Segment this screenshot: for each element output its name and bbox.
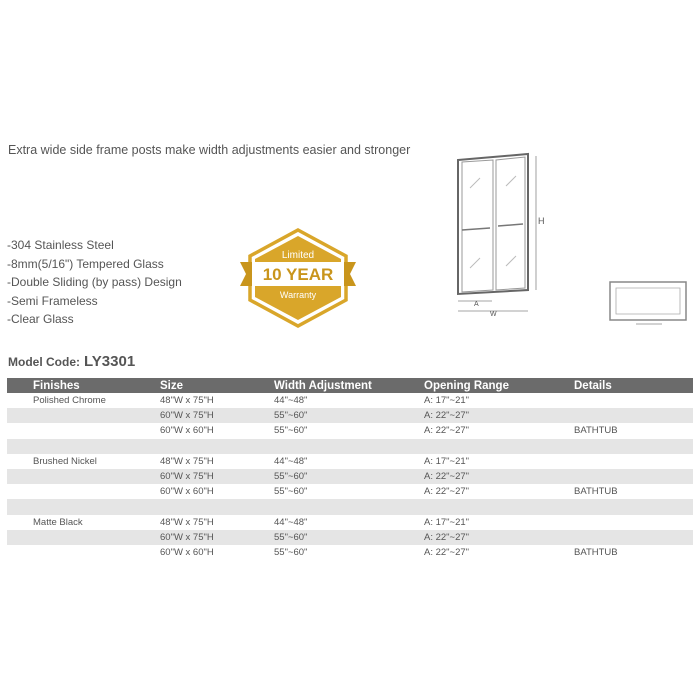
- spec-table: [7, 378, 693, 560]
- a-label: A: [474, 301, 479, 308]
- size-cell: 48"W x 75"H: [160, 516, 214, 528]
- details-cell: BATHTUB: [574, 425, 618, 437]
- opening-cell: A: 22"~27": [424, 486, 470, 498]
- header-opening-range: Opening Range: [424, 378, 574, 393]
- finish-cell: [7, 423, 160, 438]
- size-cell: 60"W x 75"H: [160, 530, 274, 545]
- width-cell: 55"~60": [274, 408, 424, 423]
- width-cell: 44"~48": [274, 455, 308, 467]
- finish-cell: [7, 545, 160, 560]
- width-cell: 44"~48": [274, 516, 308, 528]
- opening-cell: A: 22"~27": [424, 425, 470, 437]
- feature-item: -304 Stainless Steel: [7, 238, 114, 252]
- width-cell: 55"~60": [274, 486, 308, 498]
- size-cell: 60"W x 60"H: [160, 486, 214, 498]
- size-cell: 60"W x 60"H: [160, 425, 214, 437]
- size-cell: 48"W x 75"H: [160, 455, 214, 467]
- model-code-label: Model Code:: [8, 355, 80, 369]
- table-header-row: [7, 378, 693, 393]
- opening-cell: A: 22"~27": [424, 469, 574, 484]
- feature-item: -8mm(5/16") Tempered Glass: [7, 256, 164, 271]
- finish-cell: [7, 530, 160, 545]
- table-row: [7, 454, 693, 469]
- header-finishes: Finishes: [7, 378, 160, 393]
- door-dimension-diagram: [450, 148, 550, 318]
- width-cell: 44"~48": [274, 395, 308, 407]
- table-spacer-row: [7, 499, 693, 514]
- width-cell: 55"~60": [274, 530, 424, 545]
- finish-cell: [7, 408, 160, 423]
- header-size: Size: [160, 378, 274, 393]
- table-spacer-row: [7, 439, 693, 454]
- table-row: [7, 545, 693, 560]
- header-width-adjustment: Width Adjustment: [274, 378, 424, 393]
- details-cell: [574, 530, 693, 545]
- model-code-value: LY3301: [84, 353, 136, 370]
- details-cell: [574, 515, 693, 530]
- model-code: [8, 353, 135, 371]
- table-row: [7, 469, 693, 484]
- header-details: Details: [574, 378, 693, 393]
- width-cell: 55"~60": [274, 425, 308, 437]
- finish-cell: Brushed Nickel: [33, 455, 97, 467]
- warranty-top-text: Limited: [281, 250, 315, 261]
- bathtub-diagram: [606, 278, 690, 328]
- feature-item: -Semi Frameless: [7, 293, 98, 308]
- opening-cell: A: 17"~21": [424, 455, 470, 467]
- size-cell: 60"W x 60"H: [160, 546, 214, 558]
- finish-cell: [7, 469, 160, 484]
- details-cell: BATHTUB: [574, 546, 618, 558]
- size-cell: 48"W x 75"H: [160, 395, 214, 407]
- height-label: H: [538, 216, 545, 226]
- opening-cell: A: 22"~27": [424, 530, 574, 545]
- feature-item: -Double Sliding (by pass) Design: [7, 275, 182, 289]
- details-cell: [574, 393, 693, 408]
- details-cell: BATHTUB: [574, 486, 618, 498]
- size-cell: 60"W x 75"H: [160, 469, 274, 484]
- warranty-badge: [238, 228, 358, 328]
- tagline: Extra wide side frame posts make width adjustments easier and stronger: [8, 143, 411, 157]
- opening-cell: A: 17"~21": [424, 516, 470, 528]
- table-row: [7, 515, 693, 530]
- table-row: [7, 393, 693, 408]
- size-cell: 60"W x 75"H: [160, 408, 274, 423]
- feature-list: [7, 236, 182, 329]
- width-cell: 55"~60": [274, 469, 424, 484]
- w-label: W: [490, 311, 497, 318]
- warranty-bottom-text: Warranty: [279, 290, 317, 300]
- details-cell: [574, 469, 693, 484]
- width-cell: 55"~60": [274, 546, 308, 558]
- opening-cell: A: 17"~21": [424, 395, 470, 407]
- table-row: [7, 408, 693, 423]
- feature-item: -Clear Glass: [7, 312, 74, 326]
- opening-cell: A: 22"~27": [424, 408, 574, 423]
- table-row: [7, 423, 693, 438]
- finish-cell: Polished Chrome: [33, 395, 106, 407]
- table-row: [7, 484, 693, 499]
- finish-cell: [7, 484, 160, 499]
- details-cell: [574, 408, 693, 423]
- opening-cell: A: 22"~27": [424, 546, 470, 558]
- warranty-main-text: 10 YEAR: [262, 265, 334, 284]
- finish-cell: Matte Black: [33, 516, 83, 528]
- details-cell: [574, 454, 693, 469]
- table-row: [7, 530, 693, 545]
